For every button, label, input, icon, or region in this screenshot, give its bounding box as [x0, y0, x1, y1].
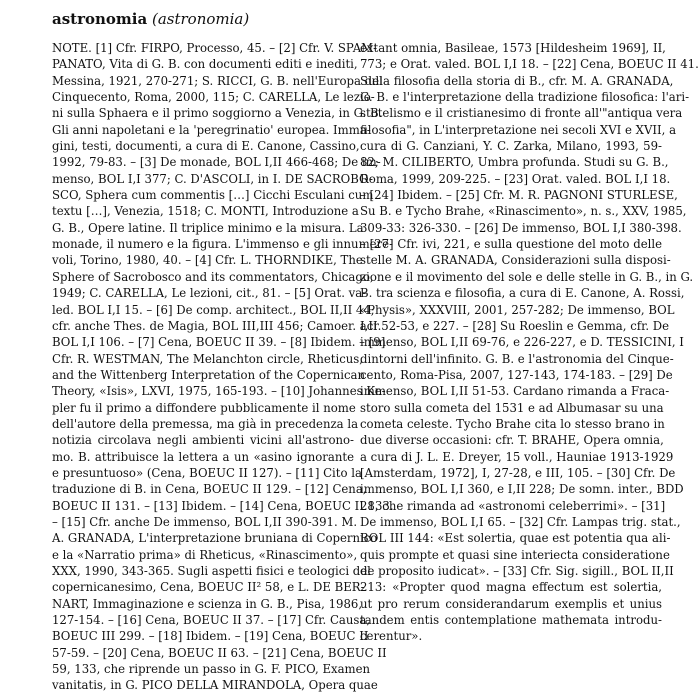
note-line: due diverse occasioni: cfr. T. BRAHE, Opera omnia, [360, 433, 664, 448]
note-line: led. BOL I,I 15. – [6] De comp. architect., BOL II,II 44; [52, 302, 375, 317]
note-line: 28, che rimanda ad «astronomi celeberrimi». – [31] [360, 498, 666, 513]
note-line: G. B. e l'interpretazione della tradizione filosofica: l'ari- [360, 90, 690, 105]
note-line: voli, Torino, 1980, 40. – [4] Cfr. L. THORNDIKE, The [52, 253, 363, 268]
note-line: 1949; C. CARELLA, Le lezioni, cit., 81. – [5] Orat. va- [52, 286, 367, 301]
note-line: 309-33: 326-330. – [26] De immenso, BOL I,I 380-398. [360, 220, 682, 235]
note-line: 213: «Propter quod magna effectum est solertia, [360, 580, 662, 595]
note-line: De immenso, BOL I,I 65. – [32] Cfr. Lampas trig. stat., [360, 514, 681, 529]
note-line: – [15] Cfr. anche De immenso, BOL I,II 390-391. M. [52, 514, 358, 529]
note-line: «Physis», XXXVIII, 2001, 257-282; De immenso, BOL [360, 302, 675, 317]
note-line: quis prompte et quasi sine interiecta consideratione [360, 547, 670, 562]
note-line: immenso, BOL I,I 360, e I,II 228; De somn. inter., BDD [360, 482, 684, 497]
note-line: mo. B. attribuisce la lettera a un «asino ignorante [52, 449, 354, 464]
note-line: stotelismo e il cristianesimo di fronte all'"antiqua vera [360, 106, 683, 121]
note-line: extant omnia, Basileae, 1573 [Hildesheim 1969], II, [360, 41, 666, 55]
note-line: 82; M. CILIBERTO, Umbra profunda. Studi su G. B., [360, 155, 669, 170]
note-line: pler fu il primo a diffondere pubblicamente il nome [52, 400, 356, 415]
note-line: menso, BOL I,I 377; C. D'ASCOLI, in I. DE SACROBO- [52, 171, 373, 186]
note-line: e presuntuoso» (Cena, BOEUC II 127). – [11] Cito la [52, 465, 362, 480]
note-line: BOL III 144: «Est solertia, quae est potentia qua ali- [360, 531, 671, 546]
note-line: cfr. anche Thes. de Magia, BOL III,III 456; Camoer. acr. [52, 318, 382, 333]
note-line: cento, Roma-Pisa, 2007, 127-143, 174-183. – [29] De [360, 367, 673, 382]
entry-term: astronomia [52, 10, 148, 28]
note-line: – [24] Ibidem. – [25] Cfr. M. R. PAGNONI STURLESE, [360, 188, 678, 203]
note-line: Su B. e Tycho Brahe, «Rinascimento», n. s., XXV, 1985, [360, 204, 687, 219]
note-line: copernicanesimo, Cena, BOEUC II² 58, e L. DE BER- [52, 580, 365, 595]
note-line: NART, Immaginazione e scienza in G. B., Pisa, 1986, [52, 596, 363, 611]
note-line: e la «Narratio prima» di Rheticus, «Rinascimento», [52, 547, 358, 562]
note-line: SCO, Sphera cum commentis […] Cicchi Esculani cum [52, 188, 374, 203]
note-line: G. B., Opere latine. Il triplice minimo e la misura. La [52, 220, 364, 235]
note-line: Roma, 1999, 209-225. – [23] Orat. valed. BOL I,I 18. [360, 171, 671, 186]
note-line: 57-59. – [20] Cena, BOEUC II 63. – [21] Cena, BOEUC II [52, 645, 387, 660]
note-line: dell'autore della premessa, ma già in precedenza la [52, 416, 359, 431]
note-line: Sulla filosofia della storia di B., cfr. M. A. GRANADA, [360, 73, 674, 88]
note-line: notizia circolava negli ambienti vicini all'astrono- [52, 433, 354, 448]
note-line: [Amsterdam, 1972], I, 27-28, e III, 105. – [30] Cfr. De [360, 465, 676, 480]
note-line: Cinquecento, Roma, 2000, 115; C. CARELLA, Le lezio- [52, 90, 375, 105]
note-line: de proposito iudicat». – [33] Cfr. Sig. sigill., BOL II,II [360, 564, 674, 578]
note-line: BOEUC III 299. – [18] Ibidem. – [19] Cena, BOEUC II [52, 629, 369, 644]
note-line: – [27] Cfr. ivi, 221, e sulla questione del moto delle [360, 237, 662, 252]
note-line: immenso, BOL I,II 51-53. Cardano rimanda a Fraca- [360, 384, 670, 399]
note-line: BOL I,I 106. – [7] Cena, BOEUC II 39. – [8] Ibidem. – [9] [52, 335, 386, 350]
note-line: NOTE. [1] Cfr. FIRPO, Processo, 45. – [2] Cfr. V. SPAM- [52, 41, 378, 55]
note-line: A. GRANADA, L'interpretazione bruniana di Copernico [52, 531, 378, 546]
note-line: zione e il movimento del sole e delle stelle in G. B., in G. [360, 269, 694, 284]
note-line: Cfr. R. WESTMAN, The Melanchton circle, Rheticus, [52, 351, 363, 366]
note-line: storo sulla cometa del 1531 e ad Albumasar su una [360, 400, 664, 415]
note-line: a cura di J. L. E. Dreyer, 15 voll., Hauniae 1913-1929 [360, 449, 674, 464]
note-line: 127-154. – [16] Cena, BOEUC II 37. – [17] Cfr. Causa, [52, 613, 371, 628]
note-line: cura di G. Canziani, Y. C. Zarka, Milano, 1993, 59- [360, 139, 662, 154]
note-line: traduzione di B. in Cena, BOEUC II 129. – [12] Cena, [52, 482, 367, 497]
note-line: B. tra scienza e filosofia, a cura di E. Canone, A. Rossi, [360, 286, 685, 301]
note-line: cometa celeste. Tycho Brahe cita lo stesso brano in [360, 416, 665, 431]
note-line: and the Wittenberg Interpretation of the Copernican [52, 367, 366, 382]
note-line: monade, il numero e la figura. L'immenso e gli innumere- [52, 237, 394, 252]
note-line: ni sulla Sphaera e il primo soggiorno a Venezia, in G. B. [52, 106, 383, 121]
note-line: dintorni dell'infinito. G. B. e l'astronomia del Cinque- [360, 351, 674, 366]
entry-header [52, 10, 249, 28]
note-line: Gli anni napoletani e la 'peregrinatio' europea. Imma- [52, 122, 371, 137]
note-line: XXX, 1990, 343-365. Sugli aspetti fisici e teologici del [52, 564, 371, 578]
note-line: Sphere of Sacrobosco and its commentators, Chicago, [52, 269, 374, 284]
note-line: gini, testi, documenti, a cura di E. Canone, Cassino, [52, 139, 360, 154]
note-line: filosofia", in L'interpretazione nei secoli XVI e XVII, a [360, 122, 677, 137]
note-line: vanitatis, in G. PICO DELLA MIRANDOLA, Opera quae [52, 678, 378, 693]
note-line: PANATO, Vita di G. B. con documenti editi e inediti, [52, 57, 358, 72]
note-line: 59, 133, che riprende un passo in G. F. PICO, Examen [52, 662, 371, 677]
note-line: textu […], Venezia, 1518; C. MONTI, Introduzione a [52, 204, 359, 219]
notes-right-column [360, 40, 699, 645]
entry-term-italic: (astronomia) [151, 10, 250, 28]
note-line: Messina, 1921, 270-271; S. RICCI, G. B. nell'Europa del [52, 73, 383, 88]
note-line: 1992, 79-83. – [3] De monade, BOL I,II 466-468; De im- [52, 155, 381, 170]
note-line: I,II 52-53, e 227. – [28] Su Roeslin e Gemma, cfr. De [360, 318, 670, 333]
note-line: tandem entis contemplatione mathemata introdu- [360, 613, 662, 628]
note-line: BOEUC II 131. – [13] Ibidem. – [14] Cena, BOEUC II 133. [52, 498, 394, 513]
note-line: ut pro rerum considerandarum exemplis et unius [360, 596, 662, 611]
note-line: 773; e Orat. valed. BOL I,I 18. – [22] Cena, BOEUC II 41. [360, 57, 699, 72]
note-line: stelle M. A. GRANADA, Considerazioni sulla disposi- [360, 253, 671, 268]
note-line: cerentur». [360, 629, 423, 644]
note-line: Theory, «Isis», LXVI, 1975, 165-193. – [10] Johannes Ke- [52, 384, 386, 399]
note-line: immenso, BOL I,II 69-76, e 226-227, e D. TESSICINI, I [360, 335, 684, 350]
